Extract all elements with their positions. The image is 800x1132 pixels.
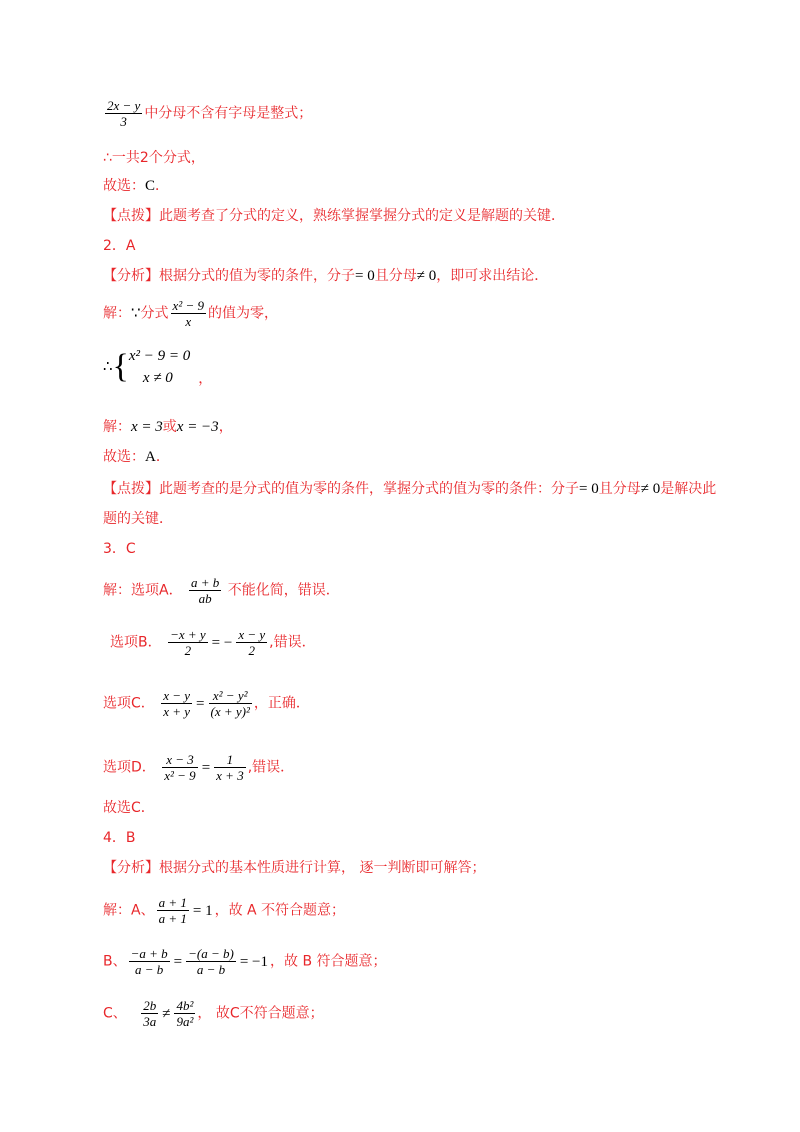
fraction: $\frac{-(a - b)}{a - b}$ — [188, 946, 234, 977]
option-a: 解：选项A． $\frac{a + b}{ab}$ 不能化简，错误． — [103, 575, 340, 606]
fraction: $\frac{x - 3}{\text{x² − 9}}$ — [164, 752, 196, 783]
fraction: $\frac{-x + y}{2}$ — [170, 627, 206, 658]
question-heading: 3．C — [103, 541, 136, 557]
option-a: 解：A、 $\frac{a + 1}{a + 1}$ = 1 ，故 A 不符合题意； — [103, 895, 346, 926]
option-c: C、 $\frac{2b}{3a}$ ≠ $\frac{\text{4b²}}{\text{9a²}}$ ， 故C不符合题意； — [103, 998, 324, 1029]
fraction: $\frac{\text{x² − y²}}{\text{(x + y)²}}$ — [210, 688, 250, 719]
fraction: $\frac{2x - y}{3}$ — [107, 98, 141, 129]
fraction: $\frac{\text{x² − 9}}{x}$ — [172, 298, 204, 329]
question-heading: 2．A — [103, 238, 136, 254]
analysis: 【分析】根据分式的值为零的条件，分子= 0且分母≠ 0，即可求出结论． — [103, 268, 549, 284]
tip-continued: 题的关键． — [103, 511, 173, 527]
fraction: $\frac{a + b}{ab}$ — [191, 575, 220, 606]
fraction: $\frac{x - y}{2}$ — [238, 627, 266, 658]
tip: 【点拨】此题考查的是分式的值为零的条件，掌握分式的值为零的条件：分子= 0且分母≠ 0是解决此 — [103, 481, 717, 497]
answer-line: 故选：C． — [103, 178, 170, 194]
answer-line: 故选C． — [103, 800, 155, 816]
option-c: 选项C． $\frac{x - y}{x + y}$ = $\frac{\text{x² − y²}}{\text{(x + y)²}}$ ，正确． — [103, 688, 310, 719]
fraction: $\frac{\text{4b²}}{\text{9a²}}$ — [176, 998, 194, 1029]
brace: { — [112, 348, 129, 385]
conclusion: ∴一共2个分式， — [103, 150, 205, 166]
option-b: 选项B． $\frac{-x + y}{2}$ = − $\frac{x - y}{2}$ ,错误． — [110, 627, 316, 658]
fraction: $\frac{2b}{3a}$ — [143, 998, 157, 1029]
result-line: 解：x = 3或x = −3， — [103, 419, 233, 435]
question-heading: 4．B — [103, 830, 136, 846]
tip: 【点拨】此题考查了分式的定义，熟练掌握掌握分式的定义是解题的关键． — [103, 208, 565, 224]
option-d: 选项D． $\frac{x - 3}{\text{x² − 9}}$ = $\frac{1}{x + 3}$ ,错误． — [103, 752, 295, 783]
fraction: $\frac{-a + b}{a - b}$ — [130, 946, 168, 977]
fraction: $\frac{a + 1}{a + 1}$ — [158, 895, 187, 926]
analysis: 【分析】根据分式的基本性质进行计算， 逐一判断即可解答； — [103, 860, 486, 876]
option-b: B、 $\frac{-a + b}{a - b}$ = $\frac{-(a - b)}{a - b}$ = −1 ，故 B 符合题意； — [103, 946, 387, 977]
answer-line: 故选：A． — [103, 449, 170, 465]
fraction: $\frac{x - y}{x + y}$ — [163, 688, 191, 719]
solution-line: 解：∵分式 $\frac{\text{x² − 9}}{x}$ 的值为零， — [103, 298, 278, 329]
equation-system: ∴{ x² − 9 = 0 x ≠ 0 ， — [103, 348, 213, 387]
fraction: $\frac{1}{x + 3}$ — [216, 752, 244, 783]
fraction-line: $\frac{2x - y}{3}$ 中分母不含有字母是整式； — [107, 98, 313, 129]
